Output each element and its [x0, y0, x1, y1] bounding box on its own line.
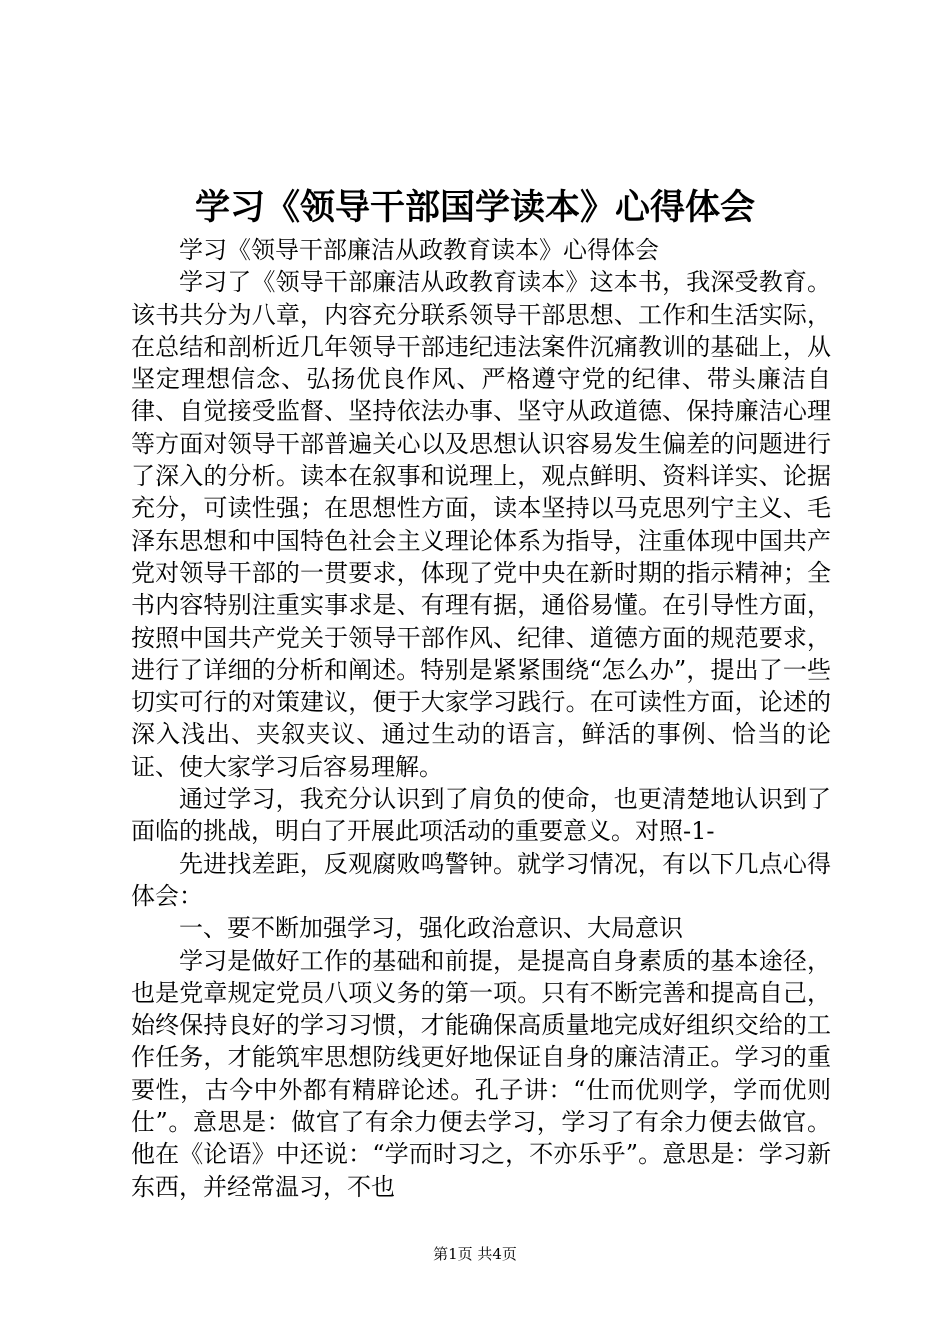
- paragraph-intro: 学习了《领导干部廉洁从政教育读本》这本书，我深受教育。该书共分为八章，内容充分联系领导干部思想、工作和生活实际，在总结和剖析近几年领导干部违纪违法案件沉痛教训的基础上，从坚定理想信念、弘扬优良作风、严格遵守党的纪律、带头廉洁自律、自觉接受监督、坚持依法办事、坚守从政道德、保持廉洁心理等方面对领导干部普遍关心以及思想认识容易发生偏差的问题进行了深入的分析。读本在叙事和说理上，观点鲜明、资料详实、论据充分，可读性强；在思想性方面，读本坚持以马克思列宁主义、毛泽东思想和中国特色社会主义理论体系为指导，注重体现中国共产党对领导干部的一贯要求，体现了党中央在新时期的指示精神；全书内容特别注重实事求是、有理有据，通俗易懂。在引导性方面，按照中国共产党关于领导干部作风、纪律、道德方面的规范要求，进行了详细的分析和阐述。特别是紧紧围绕“怎么办”，提出了一些切实可行的对策建议，便于大家学习践行。在可读性方面，论述的深入浅出、夹叙夹议、通过生动的语言，鲜活的事例、恰当的论证、使大家学习后容易理解。: [131, 268, 831, 781]
- document-title: 学习《领导干部国学读本》心得体会: [194, 187, 755, 228]
- paragraph-subtitle: 学习《领导干部廉洁从政教育读本》心得体会: [179, 236, 659, 264]
- document-body: [131, 234, 831, 1203]
- paragraph-comparison: 先进找差距，反观腐败鸣警钟。就学习情况，有以下几点心得体会：: [131, 849, 831, 910]
- section-heading-1: 一、要不断加强学习，强化政治意识、大局意识: [179, 914, 683, 943]
- paragraph-learning: 通过学习，我充分认识到了肩负的使命，也更清楚地认识到了面临的挑战，明白了开展此项活动的重要意义。对照-1-: [131, 785, 831, 846]
- paragraph-study: 学习是做好工作的基础和前提，是提高自身素质的基本途径，也是党章规定党员八项义务的第一项。只有不断完善和提高自己，始终保持良好的学习习惯，才能确保高质量地完成好组织交给的工作任务，才能筑牢思想防线更好地保证自身的廉洁清正。学习的重要性，古今中外都有精辟论述。孔子讲：“仕而优则学，学而优则仕”。意思是：做官了有余力便去学习，学习了有余力便去做官。他在《论语》中还说：“学而时习之，不亦乐乎”。意思是：学习新东西，并经常温习，不也: [131, 946, 831, 1201]
- page-footer: 第1页 共4页: [433, 1245, 517, 1263]
